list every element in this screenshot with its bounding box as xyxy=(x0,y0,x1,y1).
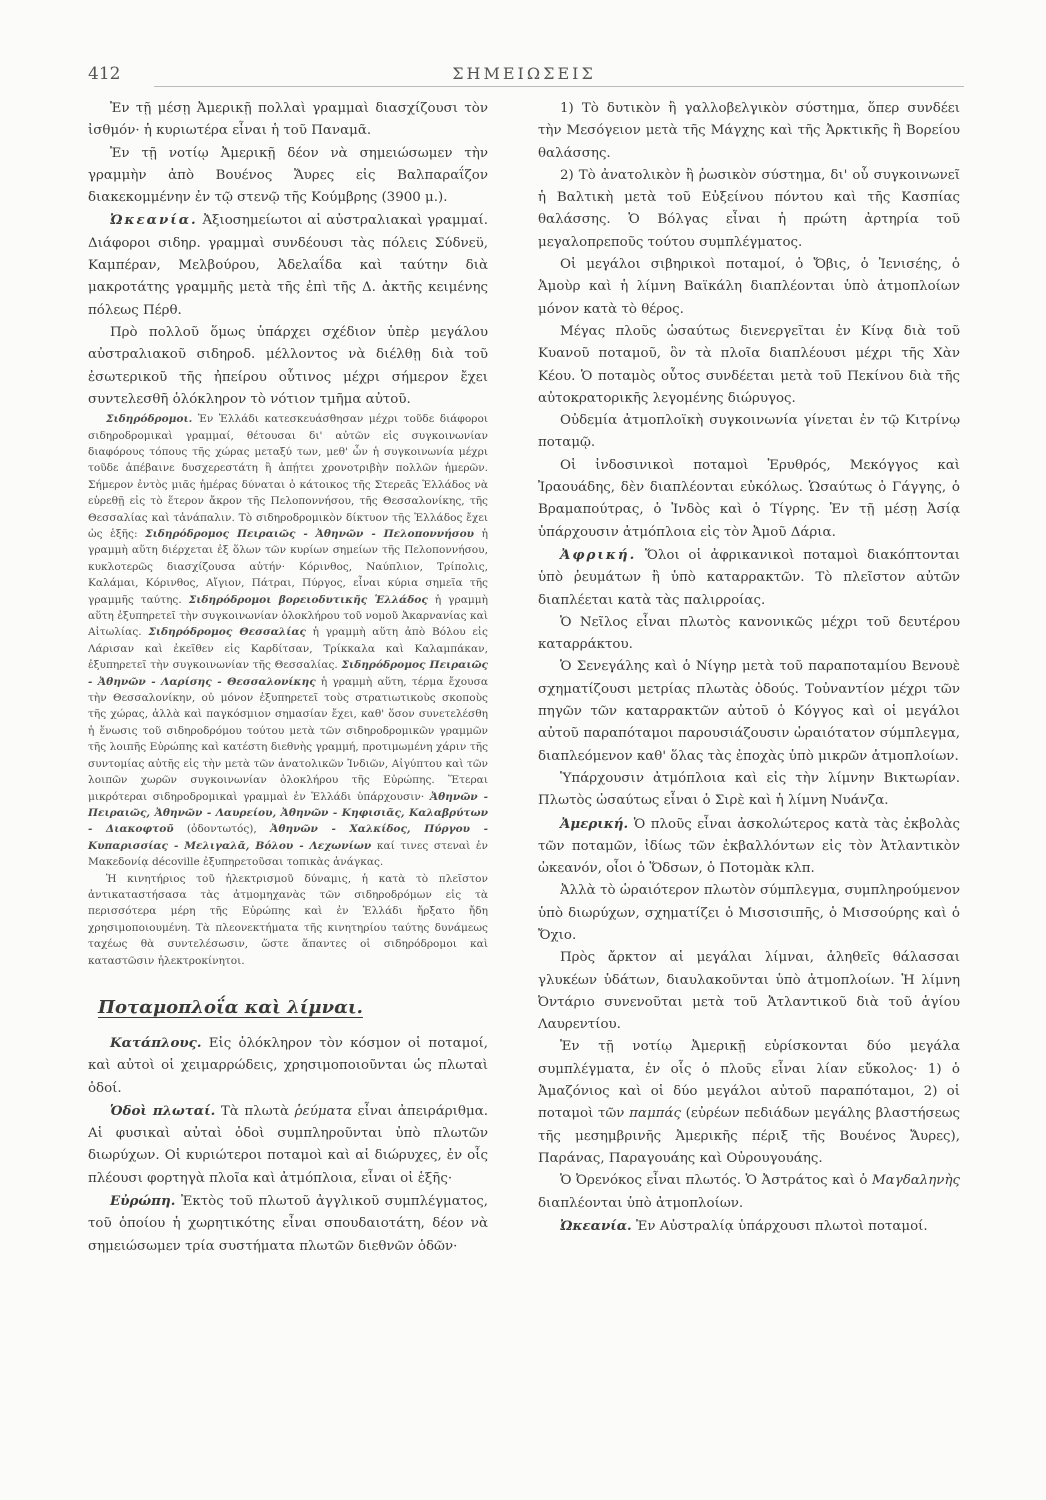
paragraph-electrification: Ἡ κινητήριος τοῦ ἠλεκτρισμοῦ δύναμις, ἡ κατὰ τὸ πλεῖστον ἀντικαταστήσασα τὰς ἀτμομηχανὰς τῶν σιδηροδρόμων εἰς τὰ περισσότερα μέρη τῆς Εὐρώπης καὶ ἐν Ἑλλάδι ἤρξατο ἤδη χρησιμοποιουμένη. Τὰ πλεονεκτήματα τῆς κινητηρίου ταύτης δυνάμεως ταχέως θὰ συντελέσωσιν, ὥστε ἅπαντες οἱ σιδηρόδρομοι καὶ καταστῶσιν ἠλεκτροκίνητοι. xyxy=(88,872,488,967)
africa-text: Ὅλοι οἱ ἀφρικανικοὶ ποταμοὶ διακόπτονται ὑπὸ ῥευμάτων ἢ ὑπὸ καταρρακτῶν. Τὸ πλεῖστον αὐτῶν διαπλέεται κατὰ τὰς παλιρροίας. xyxy=(538,547,960,608)
railway-northwest-text: ἡ γραμμὴ αὕτη ἐξυπηρετεῖ τὴν συγκοινωνίαν ὁλοκλήρου τοῦ νομοῦ Ἀκαρνανίας καὶ Αἰτωλίας. xyxy=(88,593,488,639)
south-america-text-b: (εὐρέων πεδιάδων μεγάλης βλαστήσεως τῆς μεσημβρινῆς Ἀμερικῆς πέριξ τῆς Βουένος Ἄυρες), Παράνας, Παραγουάης καὶ Οὐρουγουάης. xyxy=(538,1106,961,1166)
railway-piraeus-peloponnese-heading: Σιδηρόδρομος Πειραιῶς - Ἀθηνῶν - Πελοποννήσου xyxy=(145,528,475,540)
paragraph-waterways xyxy=(88,1100,488,1190)
paragraph-nile: Ὁ Νεῖλος εἶναι πλωτὸς κανονικῶς μέχρι τοῦ δευτέρου καταρράκτου. xyxy=(538,614,960,653)
waterways-heading: Ὁδοὶ πλωταί. xyxy=(110,1102,216,1119)
kataplous-heading: Κατάπλους. xyxy=(110,1034,202,1051)
railway-piraeus-peloponnese-text: ἡ γραμμὴ αὕτη διέρχεται ἐξ ὅλων τῶν κυρίων σημείων τῆς Πελοποννήσου, κυκλοτερῶς διασχίζουσα αὐτήν· Κόρινθος, Ναύπλιον, Τρίπολις, Καλάμαι, Κόρινθος, Αἴγιον, Πάτραι, Πύργος, εἶναι κύρια σημεῖα τῆς γραμμῆς ταύτης. xyxy=(88,528,488,606)
europe-heading: Εὐρώπη. xyxy=(110,1193,176,1210)
africa-heading: Ἀφρική. xyxy=(560,546,637,563)
america-heading: Ἀμερική. xyxy=(560,815,629,832)
paragraph-africa xyxy=(538,544,960,612)
magdalena-italic: Μαγδαληνὴς xyxy=(871,1173,960,1189)
paragraph-yellow-river: Οὐδεμία ἀτμοπλοϊκὴ συγκοινωνία γίνεται ἐν τῷ Κιτρίνῳ ποταμῷ. xyxy=(538,413,960,451)
railway-thessaloniki-text: ἡ γραμμὴ αὕτη, τέρμα ἔχουσα τὴν Θεσσαλονίκην, οὐ μόνον ἐξυπηρετεῖ τοὺς στρατιωτικοὺς σκοποὺς τῆς χώρας, ἀλλὰ καὶ παγκόσμιον σημασίαν ἔχει, καθ' ὅσον συνετελέσθη ἡ ἕνωσις τοῦ σιδηροδρόμου τούτου μετὰ τῶν σιδηροδρομικῶν γραμμῶν τῆς λοιπῆς Εὐρώπης καὶ κατέστη διεθνὴς γραμμή, προτιμωμένη χάριν τῆς συντομίας αὐτῆς εἰς τὴν μετὰ τῶν ἀνατολικῶν Ἰνδιῶν, Αἰγύπτου καὶ τῶν λοιπῶν χωρῶν συγκοινωνίαν ὁλοκλήρου τῆς Εὐρώπης. Ἕτεραι μικρότεραι σιδηροδρομικαὶ γραμμαὶ ἐν Ἑλλάδι ὑπάρχουσιν· xyxy=(88,675,488,803)
paragraph-indochina: Οἱ ἰνδοσινικοὶ ποταμοὶ Ἐρυθρός, Μεκόγγος καὶ Ἰραουάδης, δὲν διαπλέονται εὐκόλως. Ὡσαύτως ὁ Γάγγης, ὁ Βραμαπούτρας, ὁ Ἰνδὸς καὶ ὁ Τίγρης. Ἐν τῇ μέσῃ Ἀσίᾳ ὑπάρχουσιν ἀτμόπλοια εἰς τὸν Ἀμοῦ Δάρια. xyxy=(538,457,960,540)
paragraph-australian-railway: Πρὸ πολλοῦ ὅμως ὑπάρχει σχέδιον ὑπὲρ μεγάλου αὐστραλιακοῦ σιδηροδ. μέλλοντος νὰ διέλθῃ διὰ τοῦ ἐσωτερικοῦ τῆς ἠπείρου οὗτινος μέχρι σήμερον ἔχει συντελεσθῆ ὁλόκληρον τὸ νότιον τμῆμα αὐτοῦ. xyxy=(88,324,488,407)
paragraph-western-system: 1) Τὸ δυτικὸν ἢ γαλλοβελγικὸν σύστημα, ὅπερ συνδέει τὴν Μεσόγειον μετὰ τῆς Μάγχης καὶ τῆς Ἀρκτικῆς ἢ Βορείου θαλάσσης. xyxy=(538,101,960,161)
paragraph-china: Μέγας πλοῦς ὡσαύτως διενεργεῖται ἐν Κίνᾳ διὰ τοῦ Κυανοῦ ποταμοῦ, ὃν τὰ πλοῖα διαπλέουσι μέχρι τῆς Χὰν Κέου. Ὁ ποταμὸς οὗτος συνδέεται μετὰ τοῦ Πεκίνου διὰ τῆς αὐτοκρατορικῆς λεγομένης διώρυγος. xyxy=(538,323,960,406)
minor-lines-note: (ὀδοντωτός), xyxy=(186,823,257,836)
oceania-text: Ἀξιοσημείωτοι αἱ αὐστραλιακαὶ γραμμαί. Διάφοροι σιδηρ. γραμμαὶ συνδέουσι τὰς πόλεις Σύδνεϋ, Καμπέραν, Μελβούρου, Ἀδελαΐδα καὶ ταύτην διὰ μακροτάτης γραμμῆς μετὰ τῆς ἐπὶ τῆς Δ. ἀκτῆς κειμένης πόλεως Πέρθ. xyxy=(88,213,488,318)
railways-heading: Σιδηρόδρομοι. xyxy=(106,413,193,426)
paragraph-great-lakes: Πρὸς ἄρκτον αἱ μεγάλαι λίμναι, ἀληθεῖς θάλασσαι γλυκέων ὑδάτων, διαυλακοῦνται ὑπὸ ἀτμοπλοίων. Ἡ λίμνη Ὀντάριο συνενοῦται μετὰ τοῦ Ἀτλαντικοῦ διὰ τοῦ ἁγίου Λαυρεντίου. xyxy=(538,950,960,1033)
oceania-heading: Ὠκεανία. xyxy=(110,212,198,229)
paragraph-oceania-rivers xyxy=(538,1215,960,1238)
running-head: ΣΗΜΕΙΩΣΕΙΣ xyxy=(452,64,596,83)
waterways-text-b: εἶναι ἀπειράριθμα. Αἱ φυσικαὶ αὐταὶ ὁδοὶ συμπληροῦνται ὑπὸ πλωτῶν διωρύχων. Οἱ κυριώτεροι ποταμοὶ καὶ αἱ διώρυχες, ἐν οἷς πλέουσι φορτηγὰ πλοῖα καὶ ἀτμόπλοια, εἶναι οἱ ἑξῆς· xyxy=(88,1103,488,1186)
railways-text: Ἐν Ἑλλάδι κατεσκευάσθησαν μέχρι τοῦδε διάφοροι σιδηροδρομικαὶ γραμμαί, θέτουσαι δι' αὐτῶν εἰς συγκοινωνίαν διαφόρους τόπους τῆς χώρας μεταξύ των, μεθ' ὧν ἡ συγκοινωνία μέχρι τοῦδε ἀπέβαινε δυσχερεστάτη ἢ ἀπῄτει χρονοτριβὴν πολλῶν ἡμερῶν. Σήμερον ἐντὸς μιᾶς ἡμέρας δύναται ὁ κάτοικος τῆς Στερεᾶς Ἑλλάδος νὰ εὑρεθῇ εἰς τὸ ἕτερον ἄκρον τῆς Πελοποννήσου, τῆς Θεσσαλονίκης, τῆς Θεσσαλίας καὶ τἀνάπαλιν. Τὸ σιδηροδρομικὸν δίκτυον τῆς Ἑλλάδος ἔχει ὡς ἑξῆς: xyxy=(88,413,488,540)
oceania-rivers-heading: Ὠκεανία. xyxy=(560,1217,632,1234)
header-rule xyxy=(154,86,964,87)
page-header xyxy=(84,62,964,90)
railway-northwest-heading: Σιδηρόδρομοι βορειοδυτικῆς Ἑλλάδος xyxy=(188,593,428,606)
paragraph-kataplous xyxy=(88,1032,488,1100)
section-title: Ποταμοπλοΐα καὶ λίμναι. xyxy=(98,996,363,1018)
minor-lines-list-1: Ἀθηνῶν - Πειραιῶς, Ἀθηνῶν - Λαυρείου, Ἀθηνῶν - Κηφισιᾶς, Καλαβρύτων - Διακοφτοῦ xyxy=(88,790,488,836)
paragraph-victoria: Ὑπάρχουσιν ἀτμόπλοια καὶ εἰς τὴν λίμνην Βικτωρίαν. Πλωτὸς ὡσαύτως εἶναι ὁ Σιρὲ καὶ ἡ λίμνη Νυάνζα. xyxy=(538,770,960,809)
paragraph-eastern-system: 2) Τὸ ἀνατολικὸν ἢ ῥωσικὸν σύστημα, δι' οὗ συγκοινωνεῖ ἡ Βαλτικὴ μετὰ τοῦ Εὐξείνου πόντου καὶ τῆς Κασπίας θαλάσσης. Ὁ Βόλγας εἶναι ἡ πρώτη ἀρτηρία τοῦ μεγαλοπρεποῦς τούτου συμπλέγματος. xyxy=(538,167,960,250)
paragraph-railways xyxy=(88,411,488,870)
railway-thessaly-heading: Σιδηρόδρομος Θεσσαλίας xyxy=(148,626,306,639)
paragraph-europe xyxy=(88,1190,488,1258)
orinoco-text-a: Ὁ Ὀρενόκος εἶναι πλωτός. Ὁ Ἀστράτος καὶ ὁ xyxy=(560,1173,868,1189)
railway-thessaly-text: ἡ γραμμὴ αὕτη ἀπὸ Βόλου εἰς Λάρισαν καὶ ἐκεῖθεν εἰς Καρδίτσαν, Τρίκκαλα καὶ Καλαμπάκαν, ἐξυπηρετεῖ τὴν συγκοινωνίαν τῆς Θεσσαλίας. xyxy=(88,626,488,672)
paragraph-siberian-rivers: Οἱ μεγάλοι σιβηρικοὶ ποταμοί, ὁ Ὄβις, ὁ Ἰενισέης, ὁ Ἀμοὺρ καὶ ἡ λίμνη Βαϊκάλη διαπλέονται ὑπὸ ἀτμοπλοίων μόνον κατὰ τὸ θέρος. xyxy=(538,257,960,317)
right-column xyxy=(538,98,960,1238)
paragraph-south-america: Ἐν τῇ νοτίῳ Ἀμερικῇ δέον νὰ σημειώσωμεν τὴν γραμμὴν ἀπὸ Βουένος Ἄυρες εἰς Βαλπαραΐζον διακεκομμένην ἐν τῷ στενῷ τῆς Κούμβρης (3900 μ.). xyxy=(88,145,488,206)
paragraph-central-america: Ἐν τῇ μέσῃ Ἀμερικῇ πολλαὶ γραμμαὶ διασχίζουσι τὸν ἰσθμόν· ἡ κυριωτέρα εἶναι ἡ τοῦ Παναμᾶ. xyxy=(88,101,488,139)
paragraph-south-america-rivers xyxy=(538,1036,960,1170)
waterways-italic: ῥεύματα xyxy=(294,1103,353,1119)
waterways-text-a: Τὰ πλωτὰ xyxy=(220,1103,290,1119)
paragraph-senegal-niger: Ὁ Σενεγάλης καὶ ὁ Νίγηρ μετὰ τοῦ παραποταμίου Βενουὲ σχηματίζουσι μετρίας πλωτὰς ὁδούς. Τοὐναντίον μέχρι τῶν πηγῶν τῶν καταρρακτῶν αὐτοῦ ὁ Κόγγος καὶ οἱ μεγάλοι αὐτοῦ παραπόταμοι παρουσιάζουσιν ὡραιότατον σύμπλεγμα, διαπλεόμενον καθ' ὅλας τὰς ἐποχὰς ὑπὸ μικρῶν ἀτμοπλοίων. xyxy=(538,659,960,764)
kataplous-text: Εἰς ὁλόκληρον τὸν κόσμον οἱ ποταμοί, καὶ αὐτοὶ οἱ χειμαρρώδεις, χρησιμοποιοῦνται ὡς πλωταὶ ὁδοί. xyxy=(88,1035,488,1096)
paragraph-america xyxy=(538,813,960,881)
paragraph-orinoco xyxy=(538,1170,960,1215)
orinoco-text-b: διαπλέονται ὑπὸ ἀτμοπλοίων. xyxy=(538,1195,744,1211)
oceania-rivers-text: Ἐν Αὐστραλίᾳ ὑπάρχουσι πλωτοὶ ποταμοί. xyxy=(635,1218,928,1234)
paragraph-mississippi: Ἀλλὰ τὸ ὡραιότερον πλωτὸν σύμπλεγμα, συμπληρούμενον ὑπὸ διωρύχων, σχηματίζει ὁ Μισσισιπῆς, ὁ Μισσούρης καὶ ὁ Ὄχιο. xyxy=(538,883,960,943)
south-america-text-a: Ἐν τῇ νοτίῳ Ἀμερικῇ εὑρίσκονται δύο μεγάλα συμπλέγματα, ἐν οἷς ὁ πλοῦς εἶναι λίαν εὔκολος· 1) ὁ Ἀμαζόνιος καὶ οἱ δύο μεγάλοι αὐτοῦ παραπόταμοι, 2) οἱ ποταμοὶ τῶν xyxy=(538,1039,960,1122)
railway-thessaloniki-heading: Σιδηρόδρομος Πειραιῶς - Ἀθηνῶν - Λαρίσης - Θεσσαλονίκης xyxy=(88,659,488,688)
minor-lines-list-2: Ἀθηνῶν - Χαλκίδος, Πύργου - Κυπαρισσίας - Μελιγαλᾶ, Βόλου - Λεχωνίων xyxy=(88,823,489,852)
minor-lines-text: καί τινες στεναὶ ἐν Μακεδονίᾳ décoville ἐξυπηρετοῦσαι τοπικὰς ἀνάγκας. xyxy=(88,839,488,869)
europe-text: Ἐκτὸς τοῦ πλωτοῦ ἀγγλικοῦ συμπλέγματος, τοῦ ὁποίου ἡ χωρητικότης εἶναι σπουδαιοτάτη, δέον νὰ σημειώσωμεν τρία συστήματα πλωτῶν διεθνῶν ὁδῶν· xyxy=(88,1194,488,1254)
left-column xyxy=(88,98,488,1258)
paragraph-oceania xyxy=(88,209,488,321)
pampas-italic: παμπάς xyxy=(629,1106,681,1122)
america-text: Ὁ πλοῦς εἶναι ἀσκολώτερος κατὰ τὰς ἐκβολὰς τῶν ποταμῶν, ἰδίως τῶν ἐκβαλλόντων εἰς τὸν Ἀτλαντικὸν ὠκεανόν, οἷοι ὁ Ὅδσων, ὁ Ποτομὰκ κλπ. xyxy=(538,816,960,877)
page-number: 412 xyxy=(88,64,121,84)
